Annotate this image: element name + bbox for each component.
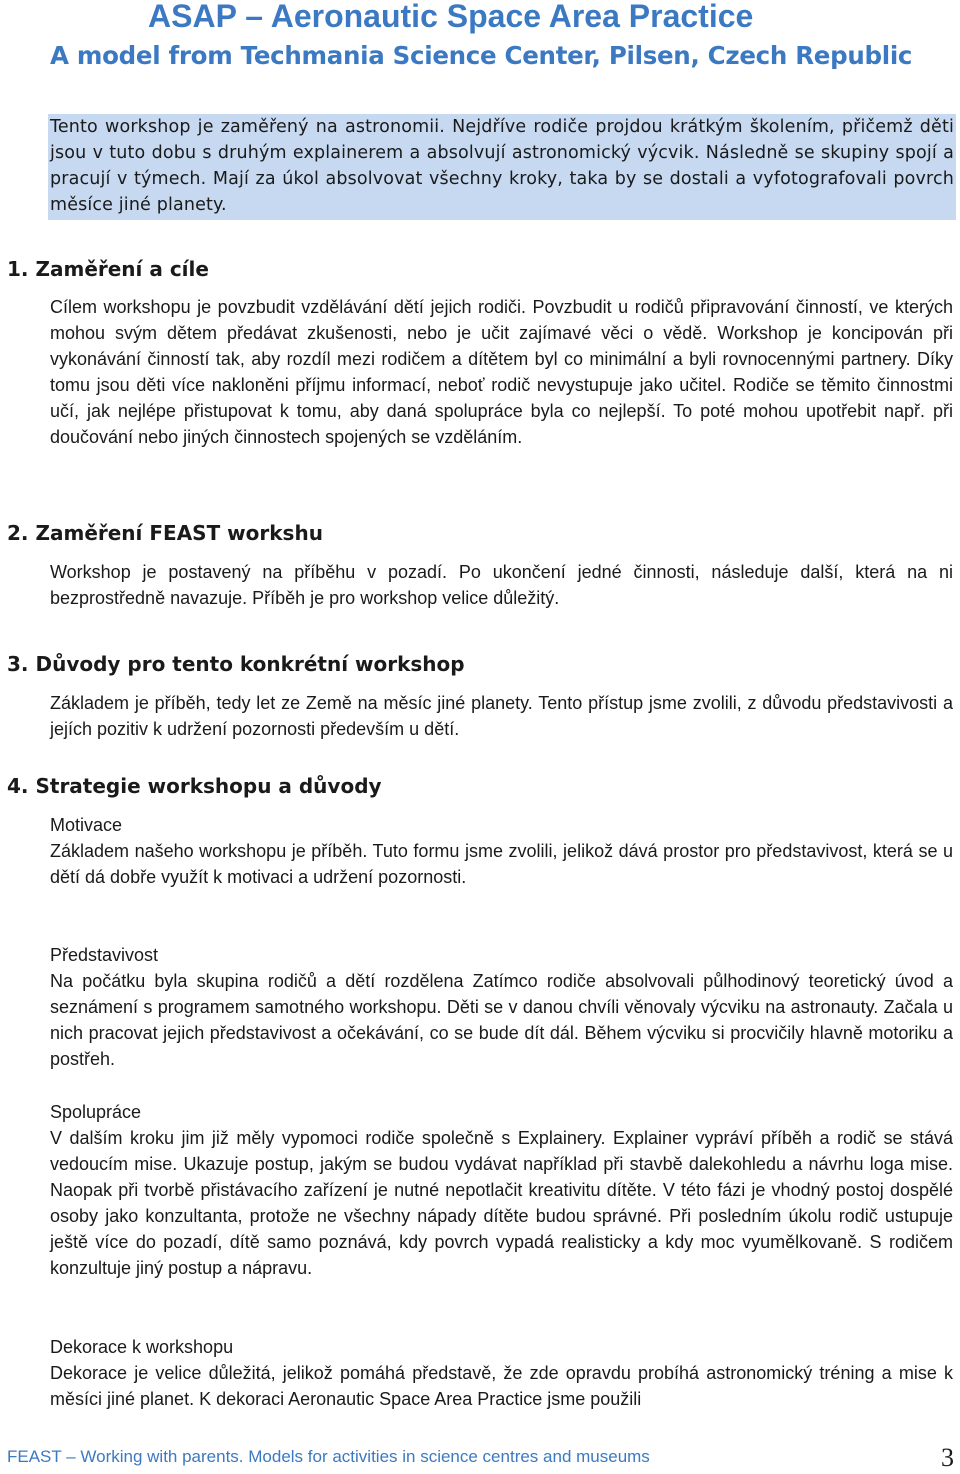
subsection-decoration — [50, 1334, 953, 1412]
subsection-imagination — [50, 942, 953, 1072]
subsection-decoration-text: Dekorace je velice důležitá, jelikož pomáhá představě, že zde opravdu probíhá astronomický tréning a mise k měsíci jiné planet. K dekoraci Aeronautic Space Area Practice jsme použili — [50, 1363, 953, 1409]
subsection-imagination-text: Na počátku byla skupina rodičů a dětí rozdělena Zatímco rodiče absolvovali půlhodinový teoretický úvod a seznámení s programem samotného workshopu. Děti se v danou chvíli věnovaly výcviku na astronauty. Začala u nich pracovat jejich představivost a očekávání, co se bude dít dál. Během výcviku si procvičily hlavně motoriku a postřeh. — [50, 971, 953, 1069]
subsection-cooperation-label: Spolupráce — [50, 1102, 142, 1122]
intro-text: Tento workshop je zaměřený na astronomii. Nejdříve rodiče projdou krátkým školením, přičemž děti jsou v tuto dobu s druhým explainerem a absolvují astronomický výcvik. Následně se skupiny spojí a pracují v týmech. Mají za úkol absolvovat všechny kroky, taka by se dostali a vyfotografovali povrch měsíce jiné planety. — [50, 117, 954, 215]
section-heading-feast-focus: 2. Zaměření FEAST workshu — [7, 521, 323, 545]
section-goals-text: Cílem workshopu je povzbudit vzdělávání dětí jejich rodiči. Povzbudit u rodičů připravování činností, ve kterých mohou svým dětem předávat zkušenosti, nebo je učit zajímavé věci o vědě. Workshop je koncipován při vykonávání činností tak, aby rozdíl mezi rodičem a dítětem byl co minimální a byli rovnocennými partnery. Díky tomu jsou děti více nakloněni příjmu informací, neboť rodič nevystupuje jako učitel. Rodiče se těmito činnostmi učí, jak nejlépe přistupovat k tomu, aby daná spolupráce byla co nejlepší. To poté mohou upotřebit např. při doučování nebo jiných činnostech spojených se vzděláním. — [50, 297, 953, 447]
section-reasons-text: Základem je příběh, tedy let ze Země na měsíc jiné planety. Tento přístup jsme zvolili, z důvodu představivosti a jejích pozitiv k udržení pozornosti především u dětí. — [50, 693, 953, 739]
subsection-cooperation — [50, 1099, 953, 1281]
subsection-cooperation-text: V dalším kroku jim již měly vypomoci rodiče společně s Explainery. Explainer vypráví příběh a rodič se stává vedoucím mise. Ukazuje postup, jakým se budou vydávat například při stavbě dalekohledu a návrhu loga mise. Naopak při tvorbě přistávacího zařízení je nutné nepotlačit kreativitu dítěte. V této fázi je vhodný postoj dospělé osoby jako konzultanta, protože ne všechny nápady dítěte budou správné. Při posledním úkolu rodič ustupuje ještě více do pozadí, dítě samo poznává, kdy povrch vypadá realisticky a kdy moc vyumělkovaně. S rodičem konzultuje jiný postup a nápravu. — [50, 1128, 953, 1278]
section-heading-goals: 1. Zaměření a cíle — [7, 257, 209, 281]
document-title: ASAP – Aeronautic Space Area Practice — [148, 0, 754, 34]
subsection-decoration-label: Dekorace k workshopu — [50, 1337, 234, 1357]
section-heading-reasons: 3. Důvody pro tento konkrétní workshop — [7, 652, 465, 676]
section-heading-strategy: 4. Strategie workshopu a důvody — [7, 774, 382, 798]
document-subtitle: A model from Techmania Science Center, Pilsen, Czech Republic — [50, 41, 913, 70]
section-feast-focus-text: Workshop je postavený na příběhu v pozadí. Po ukončení jedné činnosti, následuje další, která na ni bezprostředně navazuje. Příběh je pro workshop velice důležitý. — [50, 562, 953, 608]
subsection-motivation — [50, 812, 953, 890]
subsection-imagination-label: Představivost — [50, 945, 159, 965]
section-feast-focus-body — [50, 559, 953, 611]
page-number: 3 — [941, 1443, 954, 1472]
section-reasons-body — [50, 690, 953, 742]
intro-highlight-box — [48, 114, 956, 220]
section-goals-body — [50, 294, 953, 450]
page-footer: FEAST – Working with parents. Models for activities in science centres and museums — [7, 1447, 650, 1466]
subsection-motivation-text: Základem našeho workshopu je příběh. Tuto formu jsme zvolili, jelikož dává prostor pro představivost, která se u dětí dá dobře využít k motivaci a udržení pozornosti. — [50, 841, 953, 887]
subsection-motivation-label: Motivace — [50, 815, 123, 835]
